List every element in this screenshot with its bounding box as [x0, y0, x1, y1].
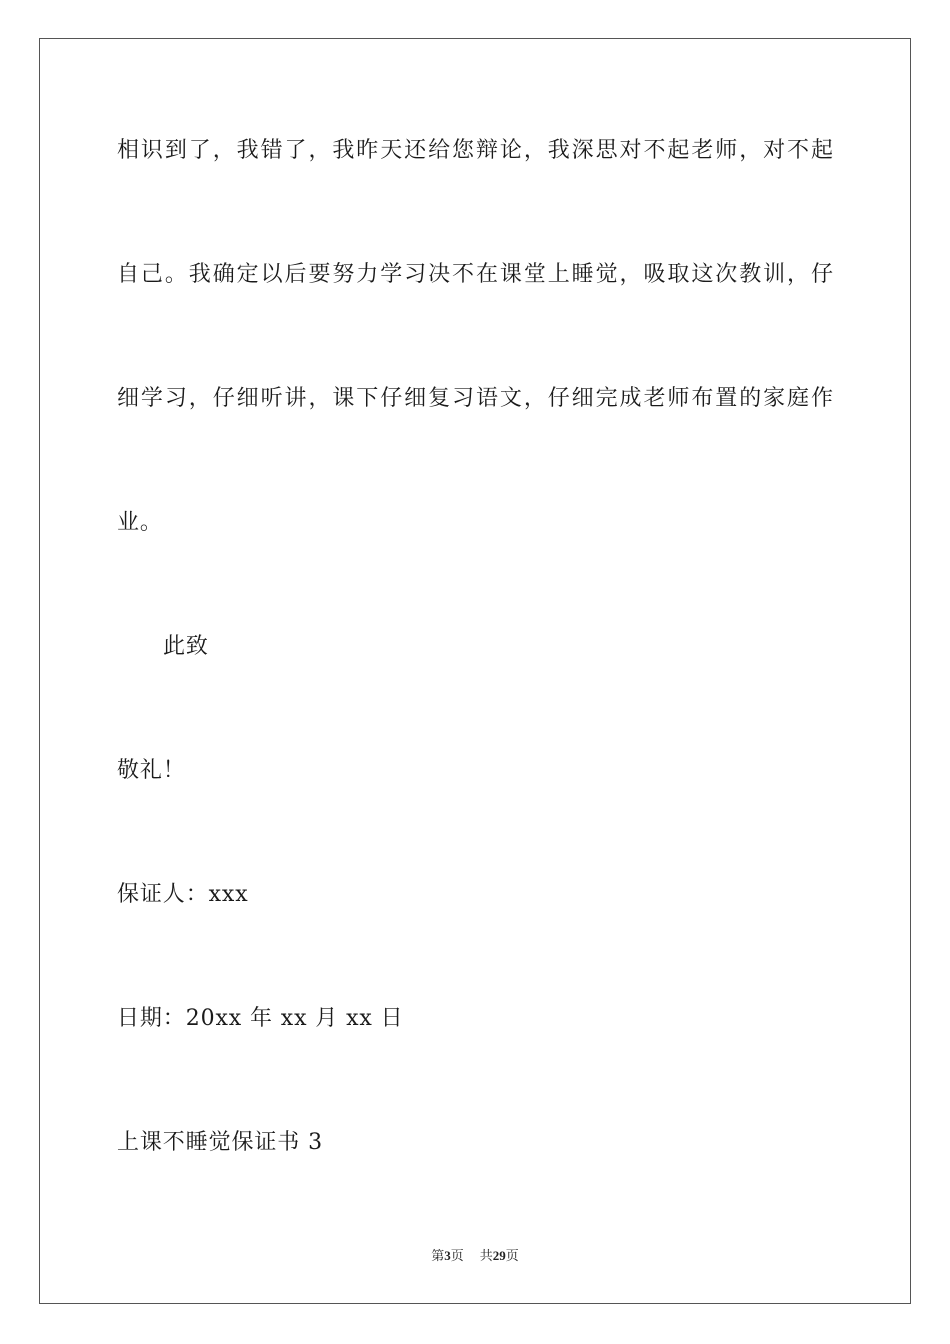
closing-regards: 敬礼！ [117, 758, 186, 783]
total-prefix: 共 [479, 1248, 493, 1263]
page-suffix: 页 [450, 1248, 464, 1263]
guarantor-line: 保证人：xxx [117, 882, 249, 907]
body-line-2: 自己。我确定以后要努力学习决不在课堂上睡觉，吸取这次教训，仔 [117, 262, 833, 287]
page-number: 3 [444, 1248, 451, 1263]
body-line-1: 相识到了，我错了，我昨天还给您辩论，我深思对不起老师，对不起 [117, 138, 833, 163]
page-prefix: 第 [431, 1248, 445, 1263]
page-footer [0, 1247, 950, 1265]
date-line: 日期：20xx 年 xx 月 xx 日 [117, 1006, 404, 1031]
body-line-3: 细学习，仔细听讲，课下仔细复习语文，仔细完成老师布置的家庭作 [117, 386, 833, 411]
page-frame [39, 38, 911, 1304]
closing-salutation: 此致 [163, 634, 209, 659]
total-pages: 29 [492, 1248, 506, 1263]
total-suffix: 页 [505, 1248, 519, 1263]
next-section-title: 上课不睡觉保证书 3 [117, 1130, 323, 1155]
body-line-4: 业。 [117, 510, 163, 535]
